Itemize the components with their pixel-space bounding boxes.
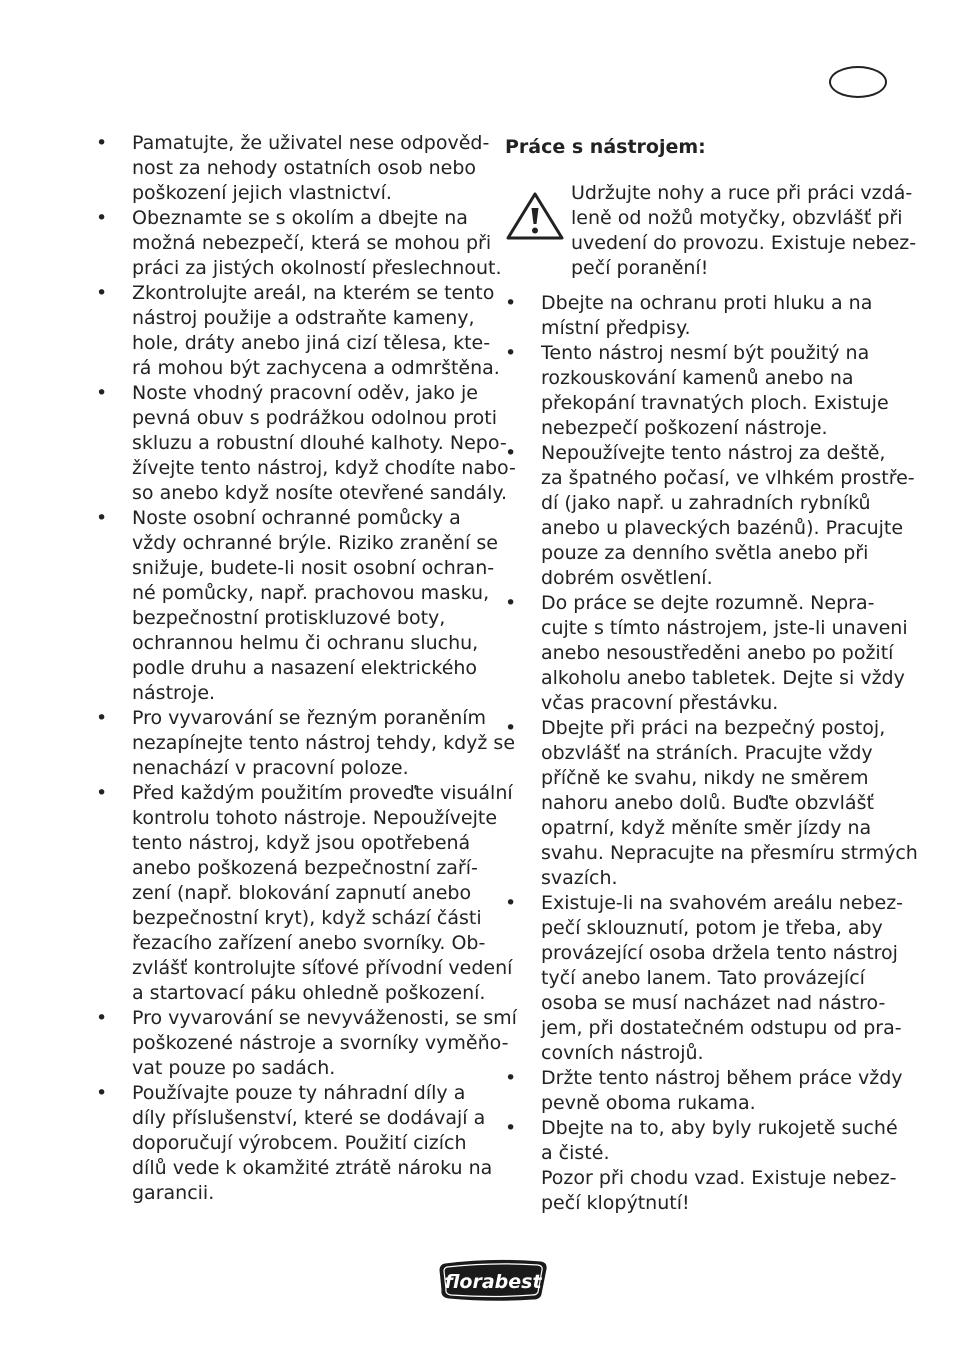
list-item-line: bezpečnostní protiskluzové boty, [132, 607, 446, 629]
list-item-line: včas pracovní přestávku. [541, 692, 779, 714]
list-item-line: • Dbejte při práci na bezpečný postoj, [541, 717, 886, 739]
list-item-line: tento nástroj, když jsou opotřebená [132, 832, 471, 854]
list-item-line: • Noste osobní ochranné pomůcky a [132, 507, 461, 529]
list-item-line: • Pamatujte, že uživatel nese odpověd- [132, 132, 490, 154]
language-badge [829, 66, 887, 98]
list-item-line: podle druhu a nasazení elektrického [132, 657, 478, 679]
list-item-line: svazích. [541, 867, 618, 889]
list-item-line: garancii. [132, 1182, 215, 1204]
right-bullet-list [505, 291, 918, 1216]
list-item-line: příčně ke svahu, nikdy ne směrem [541, 767, 869, 789]
warning-block [505, 181, 917, 291]
logo-text: florabest [444, 1271, 542, 1293]
list-item-line: zení (např. blokování zapnutí anebo [132, 882, 472, 904]
list-item [505, 1116, 898, 1216]
list-item-line: • Používajte pouze ty náhradní díly a [132, 1082, 466, 1104]
list-item [96, 1081, 493, 1206]
list-item-line: jem, při dostatečném odstupu od pra- [541, 1017, 902, 1039]
list-item-line: provázející osoba držela tento nástroj [541, 942, 898, 964]
list-item [505, 441, 915, 591]
list-item-line: za špatného počasí, ve vlhkém prostře- [541, 467, 915, 489]
list-item-line: • Dbejte na ochranu proti hluku a na [541, 292, 873, 314]
list-item [505, 291, 895, 341]
list-item-line: hole, dráty anebo jiná cizí tělesa, kte- [132, 332, 491, 354]
list-item-line: a čisté. [541, 1142, 610, 1164]
list-item [96, 506, 498, 706]
list-item-line: • Obeznamte se s okolím a dbejte na [132, 207, 468, 229]
list-item-line: alkoholu anebo tabletek. Dejte si vždy [541, 667, 905, 689]
list-item-line: dí (jako např. u zahradních rybníků [541, 492, 871, 514]
list-item-line: vždy ochranné brýle. Riziko zranění se [132, 532, 498, 554]
list-item-line: né pomůcky, např. prachovou masku, [132, 582, 490, 604]
list-item-line: opatrní, když měníte směr jízdy na [541, 817, 872, 839]
warning-line: uvedení do provozu. Existuje nebez- [571, 232, 917, 254]
list-item-line: dobrém osvětlení. [541, 567, 713, 589]
list-item [96, 131, 490, 206]
list-item-line: Pozor při chodu vzad. Existuje nebez- [541, 1167, 897, 1189]
right-column [505, 131, 918, 1216]
list-item-line: ochrannou helmu či ochranu sluchu, [132, 632, 479, 654]
florabest-logo [437, 1258, 549, 1302]
list-item-line: možná nebezpečí, která se mohou při [132, 232, 492, 254]
left-column [96, 131, 517, 1206]
list-item-line: • Tento nástroj nesmí být použitý na [541, 342, 870, 364]
list-item [505, 341, 895, 441]
list-item-line: nástroje. [132, 682, 216, 704]
list-item-line: tyčí anebo lanem. Tato provázející [541, 967, 865, 989]
list-item-line: překopání travnatých ploch. Existuje [541, 392, 889, 414]
list-item-line: řezacího zařízení anebo svorníky. Ob- [132, 932, 486, 954]
warning-triangle-icon [505, 191, 565, 241]
list-item [96, 706, 516, 781]
list-item-line: nástroj použije a odstraňte kameny, [132, 307, 475, 329]
list-item-line: zvlášť kontrolujte síťové přívodní vedení [132, 957, 513, 979]
list-item-line: nost za nehody ostatních osob nebo [132, 157, 477, 179]
list-item [505, 891, 904, 1066]
list-item-line: kontrolu tohoto nástroje. Nepoužívejte [132, 807, 498, 829]
list-item-line: pečí klopýtnutí! [541, 1192, 690, 1214]
list-item-line: anebo poškozená bezpečnostní zaří- [132, 857, 478, 879]
list-item-line: anebo u plaveckých bazénů). Pracujte [541, 517, 904, 539]
list-item-line: • Dbejte na to, aby byly rukojetě suché [541, 1117, 898, 1139]
list-item-line: so anebo když nosíte otevřené sandály. [132, 482, 508, 504]
warning-line: leně od nožů motyčky, obzvlášť při [571, 207, 903, 229]
list-item-line: rá mohou být zachycena a odmrštěna. [132, 357, 500, 379]
list-item-line: nezapínejte tento nástroj tehdy, když se [132, 732, 516, 754]
list-item-line: • Noste vhodný pracovní oděv, jako je [132, 382, 478, 404]
list-item [96, 781, 513, 1006]
list-item [96, 281, 500, 381]
list-item-line: anebo nesoustředěni anebo po požití [541, 642, 894, 664]
list-item-line: poškození jejich vlastnictví. [132, 182, 392, 204]
warning-line: Udržujte nohy a ruce při práci vzdá- [571, 182, 913, 204]
list-item-line: dílů vede k okamžité ztrátě nároku na [132, 1157, 493, 1179]
list-item-line: covních nástrojů. [541, 1042, 704, 1064]
list-item-line: doporučují výrobcem. Použití cizích [132, 1132, 467, 1154]
left-bullet-list [96, 131, 517, 1206]
list-item-line: vat pouze po sadách. [132, 1057, 336, 1079]
list-item-line: svahu. Nepracujte na přesmíru strmých [541, 842, 918, 864]
list-item-line: obzvlášť na stráních. Pracujte vždy [541, 742, 873, 764]
list-item-line: • Před každým použitím proveďte visuální [132, 782, 513, 804]
list-item-line: rozkouskování kamenů anebo na [541, 367, 854, 389]
list-item [96, 1006, 517, 1081]
list-item-line: nenachází v pracovní poloze. [132, 757, 409, 779]
list-item-line: práci za jistých okolností přeslechnout. [132, 257, 502, 279]
list-item-line: snižuje, budete-li nosit osobní ochran- [132, 557, 495, 579]
list-item-line: • Držte tento nástroj během práce vždy [541, 1067, 903, 1089]
list-item-line: pevná obuv s podrážkou odolnou proti [132, 407, 498, 429]
list-item-line: pečí sklouznutí, potom je třeba, aby [541, 917, 883, 939]
list-item-line: poškozené nástroje a svorníky vyměňo- [132, 1032, 509, 1054]
list-item-line: nebezpečí poškození nástroje. [541, 417, 828, 439]
warning-text [571, 181, 917, 281]
list-item [505, 1066, 903, 1116]
list-item [96, 206, 502, 281]
list-item-line: • Zkontrolujte areál, na kterém se tento [132, 282, 495, 304]
list-item-line: • Existuje-li na svahovém areálu nebez- [541, 892, 904, 914]
list-item-line: cujte s tímto nástrojem, jste-li unaveni [541, 617, 908, 639]
section-title: Práce s nástrojem: [505, 136, 706, 158]
warning-line: pečí poranění! [571, 257, 709, 279]
list-item-line: bezpečnostní kryt), když schází části [132, 907, 482, 929]
list-item-line: skluzu a robustní dlouhé kalhoty. Nepo- [132, 432, 507, 454]
list-item-line: pevně oboma rukama. [541, 1092, 756, 1114]
list-item-line: • Pro vyvarování se řezným poraněním [132, 707, 487, 729]
list-item-line: žívejte tento nástroj, když chodíte nabo- [132, 457, 516, 479]
list-item-line: místní předpisy. [541, 317, 691, 339]
list-item-line: • Do práce se dejte rozumně. Nepra- [541, 592, 875, 614]
list-item [96, 381, 516, 506]
list-item-line: • Nepoužívejte tento nástroj za deště, [541, 442, 886, 464]
list-item [505, 591, 908, 716]
list-item-line: pouze za denního světla anebo při [541, 542, 869, 564]
list-item-line: a startovací páku ohledně poškození. [132, 982, 486, 1004]
list-item-line: osoba se musí nacházet nad nástro- [541, 992, 886, 1014]
list-item-line: • Pro vyvarování se nevyváženosti, se smí [132, 1007, 517, 1029]
list-item [505, 716, 918, 891]
list-item-line: díly příslušenství, které se dodávají a [132, 1107, 486, 1129]
list-item-line: nahoru anebo dolů. Buďte obzvlášť [541, 792, 874, 814]
